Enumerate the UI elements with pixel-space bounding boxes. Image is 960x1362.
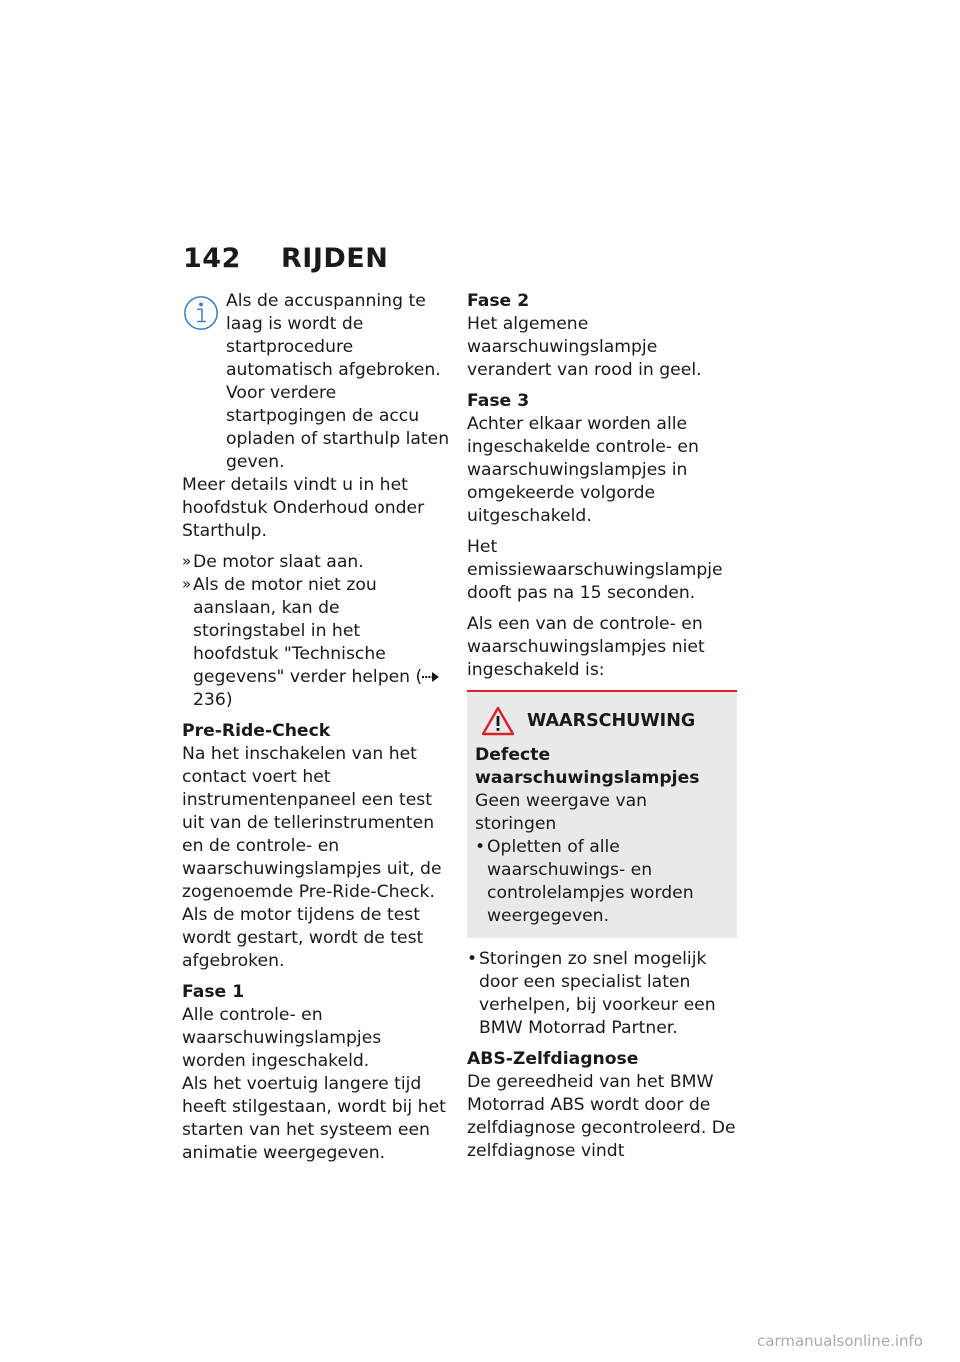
fase1-heading: Fase 1 bbox=[182, 982, 245, 1002]
step-item: » De motor slaat aan. bbox=[182, 551, 450, 574]
if-text: Als een van de controle- en waarschuwingslampjes niet ingeschakeld is: bbox=[467, 614, 705, 680]
warning-title bbox=[475, 706, 729, 736]
fase2-text: Het algemene waarschuwingslampje verandert van rood in geel. bbox=[467, 314, 702, 380]
step-list bbox=[182, 551, 450, 712]
warning-triangle-icon bbox=[481, 706, 515, 736]
prc-heading: Pre-Ride-Check bbox=[182, 721, 331, 741]
fase1-text2: Als het voertuig langere tijd heeft stilgestaan, wordt bij het starten van het systeem een animatie weergegeven. bbox=[182, 1074, 446, 1163]
watermark-text: carmanualsonline.info bbox=[757, 1332, 923, 1350]
info-icon bbox=[182, 294, 220, 332]
fase3-heading: Fase 3 bbox=[467, 391, 530, 411]
right-column bbox=[467, 290, 737, 1171]
page-ref[interactable]: 236 bbox=[193, 690, 226, 710]
page-ref-arrow-icon bbox=[422, 671, 440, 683]
abs-heading: ABS-Zelfdiagnose bbox=[467, 1049, 639, 1069]
list-item: • Storingen zo snel mogelijk door een specialist laten verhelpen, bij voorkeur een BMW Motorrad Partner. bbox=[467, 948, 737, 1040]
warning-heading: Defecte waarschuwingslampjes bbox=[475, 745, 700, 788]
warning-text: Geen weergave van storingen bbox=[475, 791, 648, 834]
left-column bbox=[182, 290, 450, 1173]
info-note bbox=[182, 290, 450, 474]
page-number: 142 bbox=[183, 243, 241, 274]
abs-text: De gereedheid van het BMW Motorrad ABS wordt door de zelfdiagnose gecontroleerd. De zelfdiagnose vindt bbox=[467, 1072, 736, 1161]
fase3-text: Achter elkaar worden alle ingeschakelde controle- en waarschuwingslampjes in omgekeerde volgorde uitgeschakeld. bbox=[467, 414, 699, 526]
warning-bullets bbox=[475, 836, 729, 928]
step-item: » Als de motor niet zou aanslaan, kan de storingstabel in het hoofdstuk "Technische gegevens" verder helpen ( 236) bbox=[182, 574, 450, 712]
emission-text: Het emissiewaarschuwingslampje dooft pas na 15 seconden. bbox=[467, 537, 723, 603]
warning-box bbox=[467, 690, 737, 938]
fase1-text: Alle controle- en waarschuwingslampjes worden ingeschakeld. bbox=[182, 1005, 382, 1071]
chapter-title: RIJDEN bbox=[281, 243, 389, 274]
list-item: • Opletten of alle waarschuwings- en controlelampjes worden weergegeven. bbox=[475, 836, 729, 928]
after-bullets bbox=[467, 948, 737, 1040]
page-header bbox=[183, 243, 388, 274]
note-text: Als de accuspanning te laag is wordt de startprocedure automatisch afgebroken. Voor verdere startpogingen de accu opladen of starthulp laten geven. bbox=[226, 291, 450, 472]
watermark bbox=[720, 1320, 960, 1362]
prc-text: Na het inschakelen van het contact voert het instrumentenpaneel een test uit van de tellerinstrumenten en de controle- en waarschuwingslampjes uit, de zogenoemde Pre-Ride-Check. Als de motor tijdens de test wordt gestart, wordt de test afgebroken. bbox=[182, 744, 442, 971]
note-more: Meer details vindt u in het hoofdstuk Onderhoud onder Starthulp. bbox=[182, 475, 425, 541]
warning-label: WAARSCHUWING bbox=[527, 710, 696, 731]
fase2-heading: Fase 2 bbox=[467, 291, 530, 311]
